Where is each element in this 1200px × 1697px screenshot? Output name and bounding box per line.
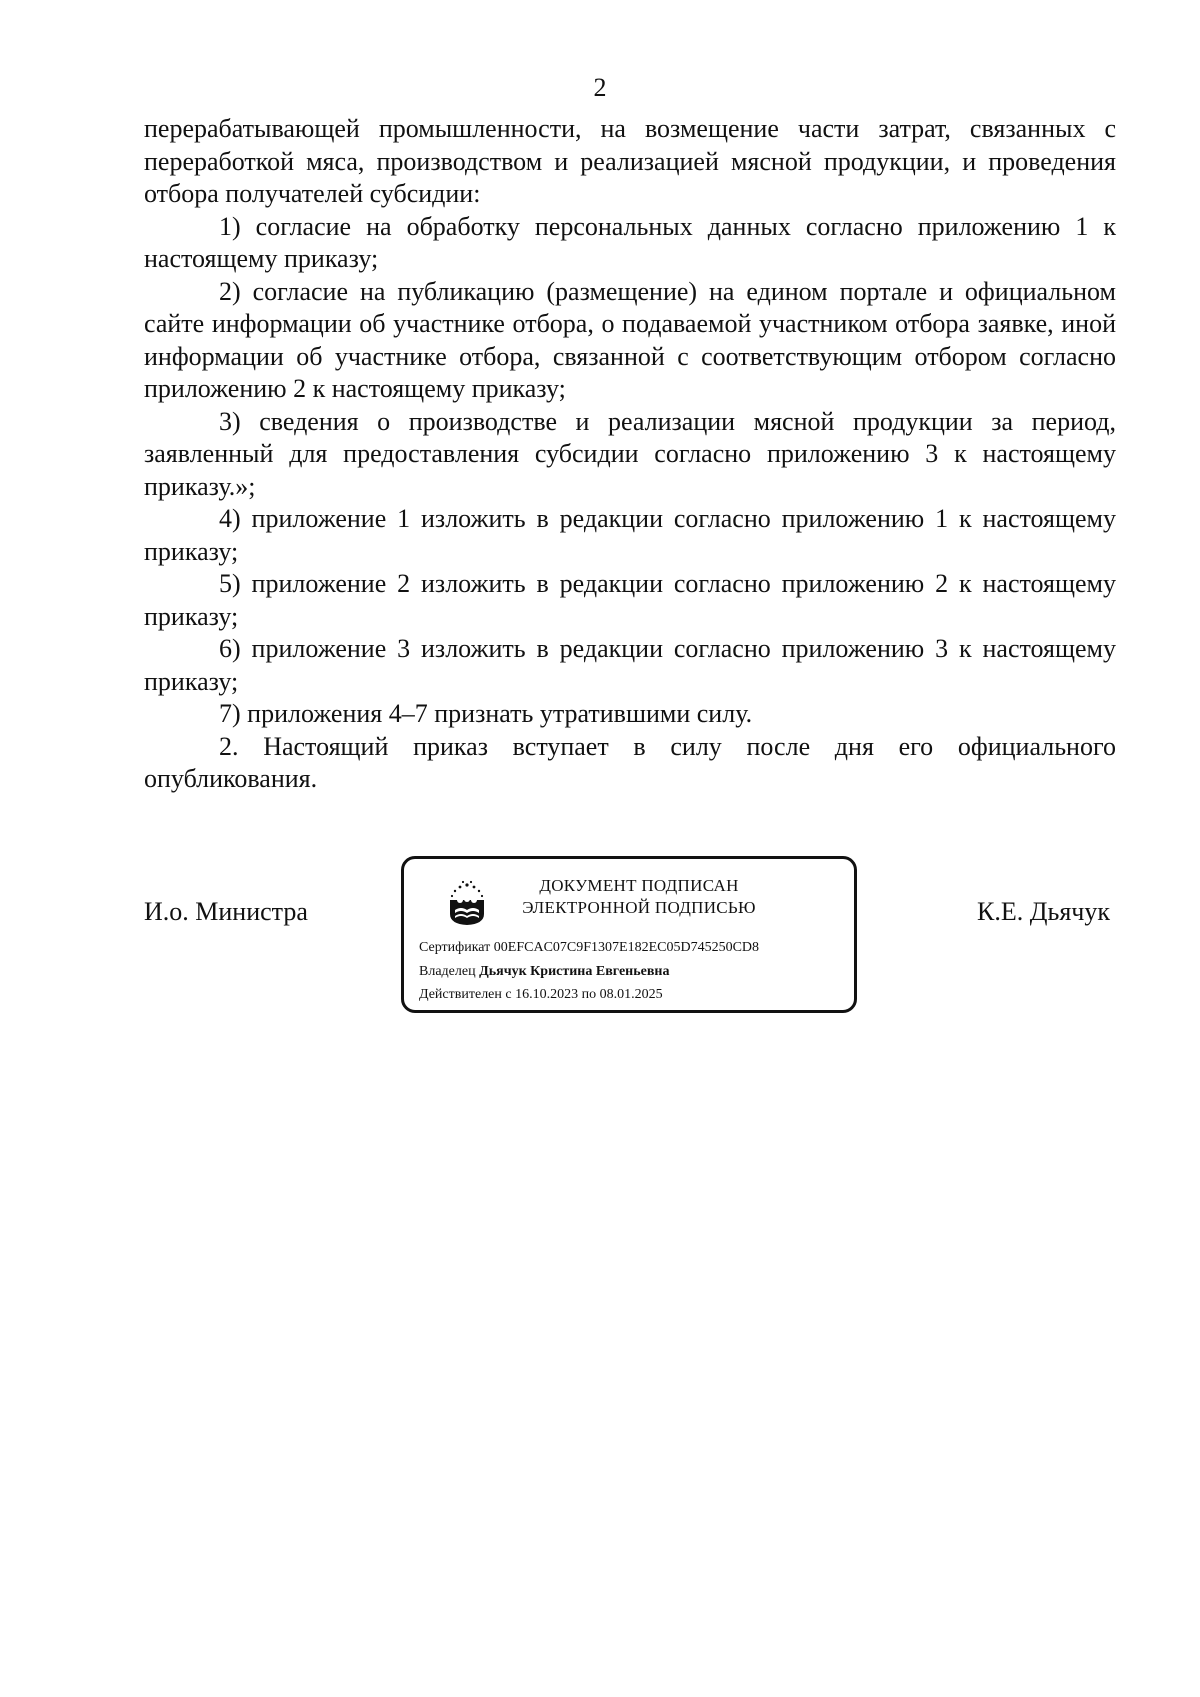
- paragraph-intro: перерабатывающей промышленности, на возмещение части затрат, связанных с переработкой мяса, производством и реализацией мясной продукции, и проведения отбора получателей субсидии:: [144, 114, 1116, 208]
- stamp-validity-row: [419, 986, 663, 1004]
- stamp-title-line-1: ДОКУМЕНТ ПОДПИСАН: [539, 876, 739, 895]
- valid-from-date: 16.10.2023: [515, 987, 579, 1002]
- signatory-position: И.о. Министра: [144, 897, 308, 926]
- paragraph-item-4: 4) приложение 1 изложить в редакции согласно приложению 1 к настоящему приказу;: [144, 504, 1116, 566]
- paragraph-item-2: 2) согласие на публикацию (размещение) на едином портале и официальном сайте информации об участнике отбора, о подаваемой участником отбора заявке, иной информации об участнике отбора, связанной с соответствующим отбором согласно приложению 2 к настоящему приказу;: [144, 276, 1116, 403]
- electronic-signature-stamp: [401, 856, 857, 1013]
- page-number: 2: [593, 73, 607, 102]
- stamp-certificate-row: [419, 939, 759, 957]
- valid-to-date: 08.01.2025: [599, 987, 663, 1002]
- certificate-label: Сертификат: [419, 940, 491, 955]
- paragraph-item-1: 1) согласие на обработку персональных данных согласно приложению 1 к настоящему приказу;: [144, 211, 1116, 273]
- owner-label: Владелец: [419, 964, 476, 979]
- valid-to-label: по: [581, 987, 597, 1002]
- valid-from-label: с: [505, 987, 512, 1002]
- document-body: [144, 113, 1116, 796]
- paragraph-clause-2: 2. Настоящий приказ вступает в силу после дня его официального опубликования.: [144, 731, 1116, 793]
- paragraph-item-5: 5) приложение 2 изложить в редакции согласно приложению 2 к настоящему приказу;: [144, 569, 1116, 631]
- paragraph-item-3: 3) сведения о производстве и реализации мясной продукции за период, заявленный для предоставления субсидии согласно приложению 3 к настоящему приказу.»;: [144, 406, 1116, 501]
- owner-name: Дьячук Кристина Евгеньевна: [479, 964, 670, 979]
- valid-label: Действителен: [419, 987, 502, 1002]
- coat-of-arms-icon: [443, 876, 491, 926]
- paragraph-item-7: 7) приложения 4–7 признать утратившими силу.: [219, 699, 753, 728]
- stamp-title-line-2: ЭЛЕКТРОННОЙ ПОДПИСЬЮ: [522, 898, 756, 917]
- signatory-name: К.Е. Дьячук: [977, 897, 1110, 926]
- stamp-owner-row: [419, 963, 669, 981]
- certificate-number: 00EFCAC07C9F1307E182EC05D745250CD8: [493, 940, 760, 955]
- stamp-title: [514, 875, 764, 919]
- paragraph-item-6: 6) приложение 3 изложить в редакции согласно приложению 3 к настоящему приказу;: [144, 634, 1116, 696]
